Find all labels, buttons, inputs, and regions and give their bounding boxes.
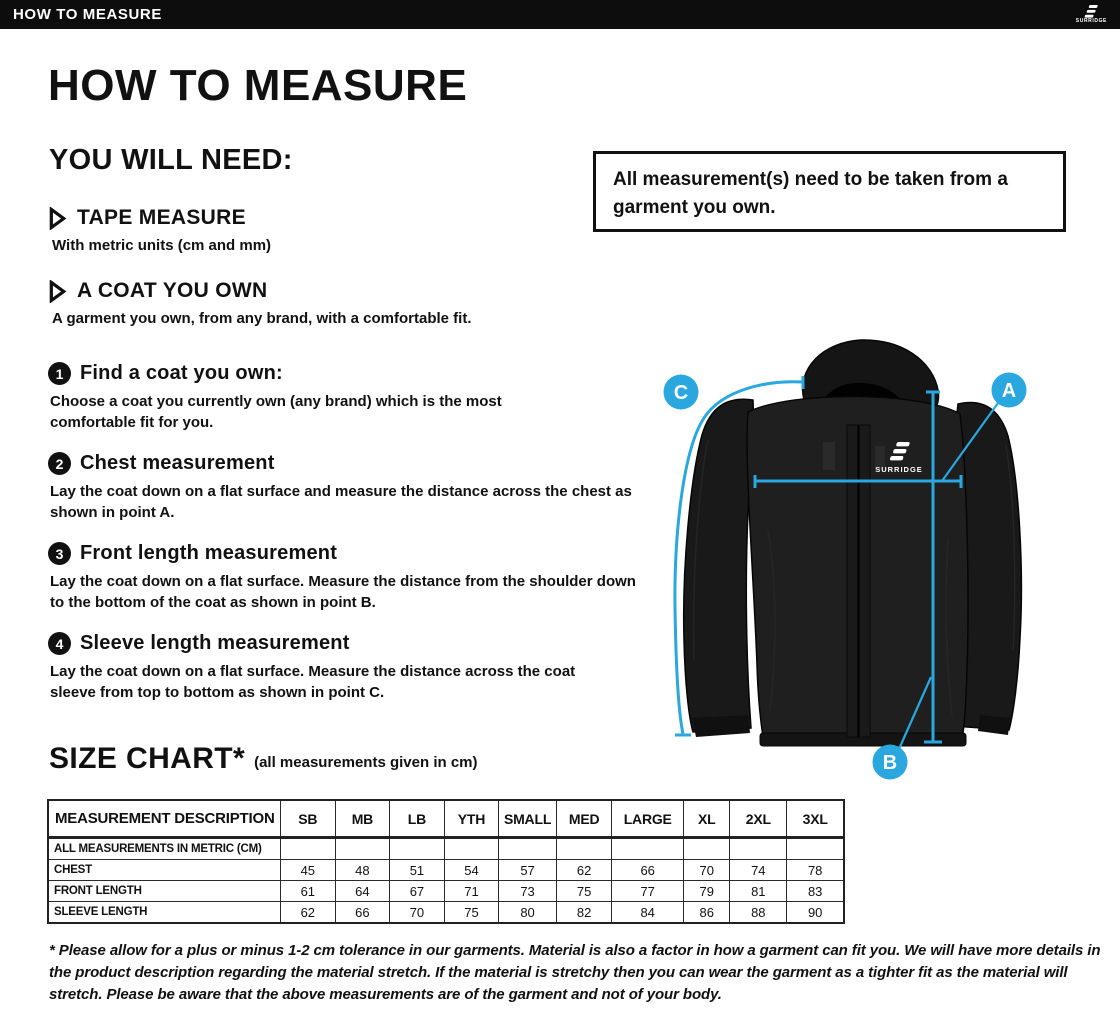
size-value-cell: 81 — [730, 881, 787, 902]
size-value-cell: 57 — [499, 860, 557, 881]
step-number-badge: 4 — [48, 632, 71, 655]
surridge-wordmark: SURRIDGE — [1075, 18, 1107, 24]
size-chart-heading — [49, 744, 478, 774]
step-description: Lay the coat down on a flat surface and measure the distance across the chest as shown in point A. — [50, 483, 632, 521]
size-value-cell — [389, 838, 444, 860]
step-number-badge: 1 — [48, 362, 71, 385]
size-chart-header-row — [48, 800, 844, 838]
column-header-size: XL — [684, 800, 730, 838]
play-triangle-icon — [48, 280, 67, 303]
column-header-size: SB — [280, 800, 335, 838]
size-value-cell: 62 — [557, 860, 612, 881]
step-number-badge: 3 — [48, 542, 71, 565]
step-description: Lay the coat down on a flat surface. Measure the distance from the shoulder down to the bottom of the coat as shown in point B. — [50, 573, 636, 611]
size-value-cell: 71 — [444, 881, 498, 902]
size-value-cell — [335, 838, 389, 860]
step-title: Front length measurement — [80, 542, 338, 564]
size-value-cell: 74 — [730, 860, 787, 881]
jacket-logo-wordmark: SURRIDGE — [875, 465, 923, 474]
size-value-cell: 64 — [335, 881, 389, 902]
step-heading — [48, 362, 550, 385]
size-value-cell: 90 — [787, 902, 844, 924]
measure-point-b-label: B — [882, 752, 898, 774]
top-bar-title: HOW TO MEASURE — [13, 6, 162, 23]
size-value-cell: 67 — [389, 881, 444, 902]
column-header-size: LARGE — [612, 800, 684, 838]
surridge-s-icon — [1082, 5, 1100, 18]
step-heading — [48, 542, 650, 565]
size-value-cell: 73 — [499, 881, 557, 902]
size-value-cell: 70 — [684, 860, 730, 881]
column-header-size: MB — [335, 800, 389, 838]
size-value-cell: 84 — [612, 902, 684, 924]
size-value-cell — [684, 838, 730, 860]
size-chart-data-row — [48, 838, 844, 860]
step-title: Sleeve length measurement — [80, 632, 350, 654]
size-chart-title: SIZE CHART* — [49, 742, 246, 775]
size-value-cell: 79 — [684, 881, 730, 902]
size-value-cell — [787, 838, 844, 860]
size-value-cell: 77 — [612, 881, 684, 902]
step-2 — [48, 452, 645, 523]
column-header-size: YTH — [444, 800, 498, 838]
step-heading — [48, 452, 645, 475]
measure-point-a-label: A — [1001, 380, 1017, 402]
column-header-size: 2XL — [730, 800, 787, 838]
need-item-description: With metric units (cm and mm) — [52, 237, 272, 254]
need-item-description: A garment you own, from any brand, with a comfortable fit. — [52, 310, 472, 327]
row-label: FRONT LENGTH — [48, 881, 280, 902]
size-value-cell: 78 — [787, 860, 844, 881]
size-chart-data-row — [48, 902, 844, 924]
row-label: CHEST — [48, 860, 280, 881]
size-value-cell: 48 — [335, 860, 389, 881]
size-value-cell — [444, 838, 498, 860]
size-value-cell: 54 — [444, 860, 498, 881]
row-label: ALL MEASUREMENTS IN METRIC (CM) — [48, 838, 280, 860]
jacket-torso — [747, 396, 968, 746]
tolerance-footnote: * Please allow for a plus or minus 1-2 cm tolerance in our garments. Material is also a factor in how a garment can fit you. We will have more details in the product description regarding the material stretch. If the material is stretchy then you can wear the garment as a tighter fit as the material will stretch. Please be aware that the above measurements are of the garment and not of your body. — [49, 942, 1101, 1003]
you-will-need-heading: YOU WILL NEED: — [49, 144, 293, 176]
size-value-cell: 61 — [280, 881, 335, 902]
jacket-measurement-figure — [618, 330, 1118, 810]
step-title: Chest measurement — [80, 452, 275, 474]
step-4 — [48, 632, 610, 703]
size-value-cell: 75 — [557, 881, 612, 902]
step-number-badge: 2 — [48, 452, 71, 475]
column-header-size: SMALL — [499, 800, 557, 838]
size-value-cell — [612, 838, 684, 860]
size-value-cell — [730, 838, 787, 860]
size-value-cell: 86 — [684, 902, 730, 924]
size-value-cell — [280, 838, 335, 860]
size-value-cell: 66 — [612, 860, 684, 881]
row-label: SLEEVE LENGTH — [48, 902, 280, 924]
size-value-cell — [499, 838, 557, 860]
step-description: Lay the coat down on a flat surface. Measure the distance across the coat sleeve from top to bottom as shown in point C. — [50, 663, 576, 701]
column-header-size: LB — [389, 800, 444, 838]
step-title: Find a coat you own: — [80, 362, 283, 384]
column-header-description: MEASUREMENT DESCRIPTION — [48, 800, 280, 838]
size-value-cell: 80 — [499, 902, 557, 924]
size-value-cell: 45 — [280, 860, 335, 881]
step-description: Choose a coat you currently own (any brand) which is the most comfortable fit for you. — [50, 393, 502, 431]
step-3 — [48, 542, 650, 613]
step-1 — [48, 362, 550, 433]
size-value-cell: 51 — [389, 860, 444, 881]
size-value-cell: 62 — [280, 902, 335, 924]
surridge-logo — [1076, 5, 1107, 24]
top-bar — [0, 0, 1120, 29]
size-value-cell: 75 — [444, 902, 498, 924]
size-chart-body — [48, 800, 844, 923]
size-chart-table — [47, 799, 845, 924]
size-chart-subtitle: (all measurements given in cm) — [254, 754, 478, 771]
column-header-size: MED — [557, 800, 612, 838]
need-item-label: TAPE MEASURE — [77, 206, 246, 229]
page-title: HOW TO MEASURE — [48, 61, 468, 110]
size-chart-data-row — [48, 881, 844, 902]
need-item-label: A COAT YOU OWN — [77, 279, 268, 302]
size-value-cell: 70 — [389, 902, 444, 924]
size-value-cell: 88 — [730, 902, 787, 924]
size-value-cell: 83 — [787, 881, 844, 902]
column-header-size: 3XL — [787, 800, 844, 838]
measurement-notice-box: All measurement(s) need to be taken from a garment you own. — [593, 151, 1066, 232]
need-item-tape-measure — [48, 206, 246, 230]
measure-point-c-label: C — [673, 382, 689, 404]
need-item-coat — [48, 279, 267, 303]
size-value-cell — [557, 838, 612, 860]
size-value-cell: 82 — [557, 902, 612, 924]
step-heading — [48, 632, 610, 655]
size-chart-data-row — [48, 860, 844, 881]
size-value-cell: 66 — [335, 902, 389, 924]
play-triangle-icon — [48, 207, 67, 230]
